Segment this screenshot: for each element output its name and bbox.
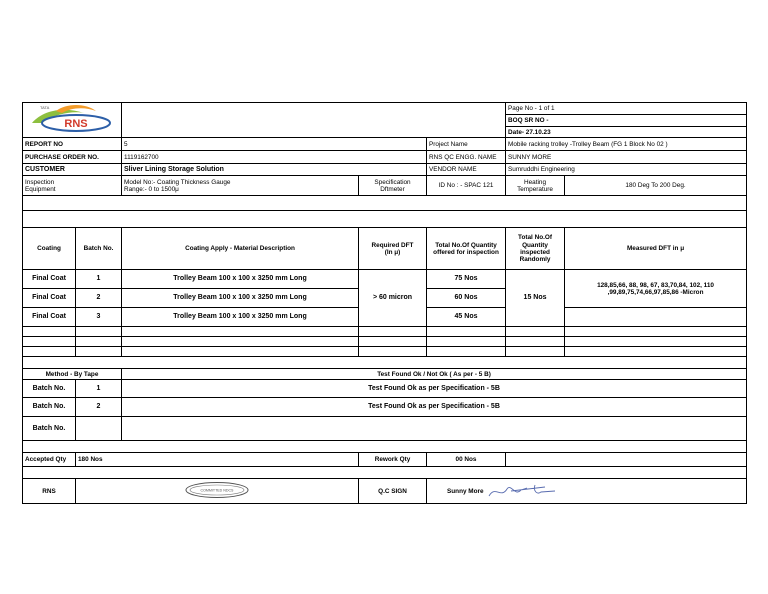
coating-cell: Final Coat [23, 308, 76, 327]
page-no: Page No - 1 of 1 [506, 103, 747, 115]
company-seal-icon [184, 481, 250, 499]
required-dft-cell: > 60 micron [359, 270, 427, 327]
batch-number: 1 [76, 380, 122, 398]
accepted-qty-value: 180 Nos [76, 453, 359, 467]
project-name-label: Project Name [427, 138, 506, 151]
description-cell: Trolley Beam 100 x 100 x 3250 mm Long [122, 270, 359, 289]
blank-row [23, 357, 747, 369]
report-no-label: REPORT NO [23, 138, 122, 151]
rework-qty-label: Rework Qty [359, 453, 427, 467]
qty-cell: 75 Nos [427, 270, 506, 289]
blank-row [23, 196, 747, 211]
inspection-report-table [22, 102, 747, 504]
test-row [23, 398, 747, 417]
empty-row [23, 327, 747, 337]
batch-cell: 3 [76, 308, 122, 327]
test-row [23, 417, 747, 441]
report-no-value: 5 [122, 138, 427, 151]
batch-label: Batch No. [23, 417, 76, 441]
qty-cell: 60 Nos [427, 289, 506, 308]
qc-sign-cell [427, 479, 747, 504]
empty-cell [506, 453, 747, 467]
company-logo [23, 103, 122, 138]
coating-cell: Final Coat [23, 289, 76, 308]
customer-label: CUSTOMER [23, 164, 122, 176]
method-label: Method - By Tape [23, 369, 122, 380]
col-total-qty-header: Total No.Of Quantity offered for inspection [427, 228, 506, 270]
equipment-id: ID No : - SPAC 121 [427, 176, 506, 196]
rns-label: RNS [23, 479, 76, 504]
specification-label: Specification Dftmeter [359, 176, 427, 196]
blank-row [23, 441, 747, 453]
measured-dft-cell: 128,85,66, 88, 98, 67, 83,70,84, 102, 110 ,99,89,75,74,66,97,85,86 -Micron [565, 270, 747, 308]
col-measured-dft-header: Measured DFT in μ [565, 228, 747, 270]
test-row [23, 380, 747, 398]
equipment-model: Model No:- Coating Thickness Gauge Range:- 0 to 1500μ [122, 176, 359, 196]
description-cell: Trolley Beam 100 x 100 x 3250 mm Long [122, 308, 359, 327]
po-value: 1119162700 [122, 151, 427, 164]
batch-cell: 1 [76, 270, 122, 289]
qc-sign-label: Q.C SIGN [359, 479, 427, 504]
blank-row [23, 467, 747, 479]
inspection-report-sheet [22, 102, 747, 504]
inspection-equipment-label: Inspection Equipment [23, 176, 122, 196]
accepted-qty-label: Accepted Qty [23, 453, 76, 467]
blank-row [23, 211, 747, 228]
col-coating-header: Coating [23, 228, 76, 270]
heating-temperature-label: Heating Temperature [506, 176, 565, 196]
po-label: PURCHASE ORDER NO. [23, 151, 122, 164]
qty-cell: 45 Nos [427, 308, 506, 327]
batch-number [76, 417, 122, 441]
vendor-label: VENDOR NAME [427, 164, 506, 176]
empty-row [23, 337, 747, 347]
col-batch-header: Batch No. [76, 228, 122, 270]
col-random-qty-header: Total No.Of Quantity inspected Randomly [506, 228, 565, 270]
test-result: Test Found Ok as per Specification - 5B [122, 380, 747, 398]
random-qty-cell: 15 Nos [506, 270, 565, 327]
rework-qty-value: 00 Nos [427, 453, 506, 467]
customer-value: Sliver Lining Storage Solution [122, 164, 427, 176]
test-result: Test Found Ok as per Specification - 5B [122, 398, 747, 417]
coating-cell: Final Coat [23, 270, 76, 289]
test-result-header: Test Found Ok / Not Ok ( As per - 5 B) [122, 369, 747, 380]
logo-spacer [122, 103, 506, 138]
rns-qc-label: RNS QC ENGG. NAME [427, 151, 506, 164]
empty-cell [565, 308, 747, 327]
heating-temperature-value: 180 Deg To 200 Deg. [565, 176, 747, 196]
svg-text:RNS: RNS [64, 118, 88, 130]
test-result [122, 417, 747, 441]
report-date: Date- 27.10.23 [506, 127, 747, 138]
col-description-header: Coating Apply - Material Description [122, 228, 359, 270]
rns-logo-icon [26, 103, 118, 135]
signature-icon [485, 481, 563, 501]
boq-sr-no: BOQ SR NO - [506, 115, 747, 127]
description-cell: Trolley Beam 100 x 100 x 3250 mm Long [122, 289, 359, 308]
batch-label: Batch No. [23, 398, 76, 417]
col-required-dft-header: Required DFT (In μ) [359, 228, 427, 270]
rns-qc-value: SUNNY MORE [506, 151, 747, 164]
svg-text:TATA: TATA [40, 105, 50, 110]
vendor-value: Sumruddhi Engineering [506, 164, 747, 176]
batch-label: Batch No. [23, 380, 76, 398]
batch-number: 2 [76, 398, 122, 417]
svg-text:COMMITTED NDCS: COMMITTED NDCS [200, 488, 234, 493]
table-row [23, 270, 747, 289]
empty-row [23, 347, 747, 357]
rns-seal-cell [76, 479, 359, 504]
project-name-value: Mobile racking trolley -Trolley Beam (FG 1 Block No 02 ) [506, 138, 747, 151]
batch-cell: 2 [76, 289, 122, 308]
qc-name: Sunny More [447, 488, 484, 496]
